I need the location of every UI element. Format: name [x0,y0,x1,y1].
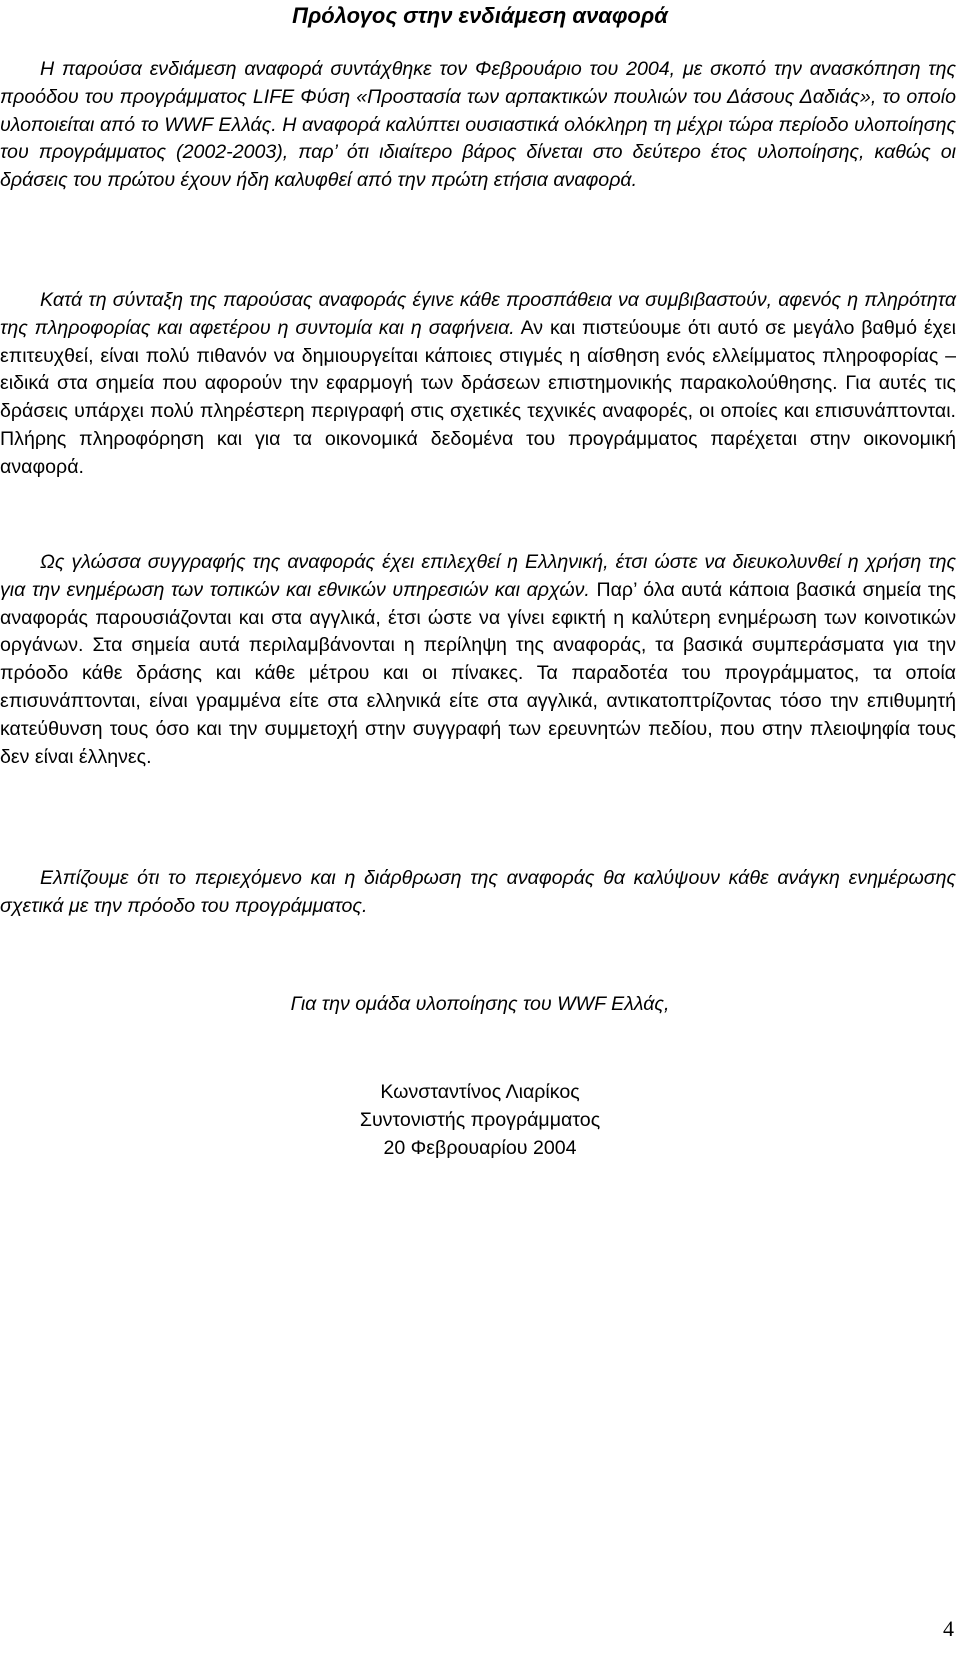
paragraph-language [0,549,956,771]
paragraph-completeness-lead: Κατά τη σύνταξη της παρούσας αναφοράς έγινε κάθε προσπάθεια να συμβιβαστούν, αφενός η πληρότητα της πληροφορίας και αφετέρου η συντομία και η σαφήνεια. [0,289,956,339]
signature-greeting: Για την ομάδα υλοποίησης του WWF Ελλάς, [290,993,670,1015]
page-number: 4 [943,1616,954,1641]
paragraph-intro-text: Η παρούσα ενδιάμεση αναφορά συντάχθηκε τον Φεβρουάριο του 2004, με σκοπό την ανασκόπηση της προόδου του προγράμματος LIFE Φύση «Προστασία των αρπακτικών πουλιών του Δάσους Δαδιάς», το οποίο υλοποιείται από το WWF Ελλάς. Η αναφορά καλύπτει ουσιαστικά ολόκληρη τη μέχρι τώρα περίοδο υλοποίησης του προγράμματος (2002-2003), παρ’ ότι ιδιαίτερο βάρος δίνεται στο δεύτερο έτος υλοποίησης, καθώς οι δράσεις του πρώτου έχουν ήδη καλυφθεί από την πρώτη ετήσια αναφορά. [0,58,956,192]
paragraph-language-lead: Ως γλώσσα συγγραφής της αναφοράς έχει επιλεχθεί η Ελληνική, έτσι ώστε να διευκολυνθεί η χρήση της για την ενημέρωση των τοπικών και εθνικών υπηρεσιών και αρχών. [0,551,956,601]
paragraph-language-body: Παρ’ όλα αυτά κάποια βασικά σημεία της αναφοράς παρουσιάζονται και στα αγγλικά, έτσι ώστε να γίνει εφικτή η καλύτερη ενημέρωση των κοινοτικών οργάνων. Στα σημεία αυτά περιλαμβάνονται η περίληψη της αναφοράς, τα βασικά συμπεράσματα για την πρόοδο κάθε δράσης και κάθε μέτρου και οι πίνακες. Τα παραδοτέα του προγράμματος, τα οποία επισυνάπτονται, είναι γραμμένα είτε στα ελληνικά είτε στα αγγλικά, αντικατοπτρίζοντας τόσο την επιθυμητή κατεύθυνση τους όσο και την συμμετοχή στην συγγραφή των ερευνητών πεδίου, που στην πλειοψηφία τους δεν είναι έλληνες. [0,578,956,768]
paragraph-completeness-body: Αν και πιστεύουμε ότι αυτό σε μεγάλο βαθμό έχει επιτευχθεί, είναι πολύ πιθανόν να δημιουργείται κάποιες στιγμές η αίσθηση ενός ελλείμματος πληροφορίας – ειδικά στα σημεία που αφορούν την εφαρμογή των δράσεων επιστημονικής παρακολούθησης. Για αυτές τις δράσεις υπάρχει πολύ πληρέστερη περιγραφή στις σχετικές τεχνικές αναφορές, οι οποίες και επισυνάπτονται. Πλήρης πληροφόρηση και για τα οικονομικά δεδομένα του προγράμματος παρέχεται στην οικονομική αναφορά. [0,316,956,478]
page-title: Πρόλογος στην ενδιάμεση αναφορά [292,3,668,28]
signature-name: Κωνσταντίνος Λιαρίκος [380,1081,580,1103]
signature-role: Συντονιστής προγράμματος [359,1109,601,1131]
signature-block [0,1078,960,1162]
paragraph-closing-text: Ελπίζουμε ότι το περιεχόμενο και η διάρθρωση της αναφοράς θα καλύψουν κάθε ανάγκη ενημέρωσης σχετικά με την πρόοδο του προγράμματος. [0,867,956,917]
paragraph-completeness [0,287,956,482]
paragraph-closing [0,865,956,921]
paragraph-intro [0,56,956,195]
signature-date: 20 Φεβρουαρίου 2004 [383,1137,577,1159]
